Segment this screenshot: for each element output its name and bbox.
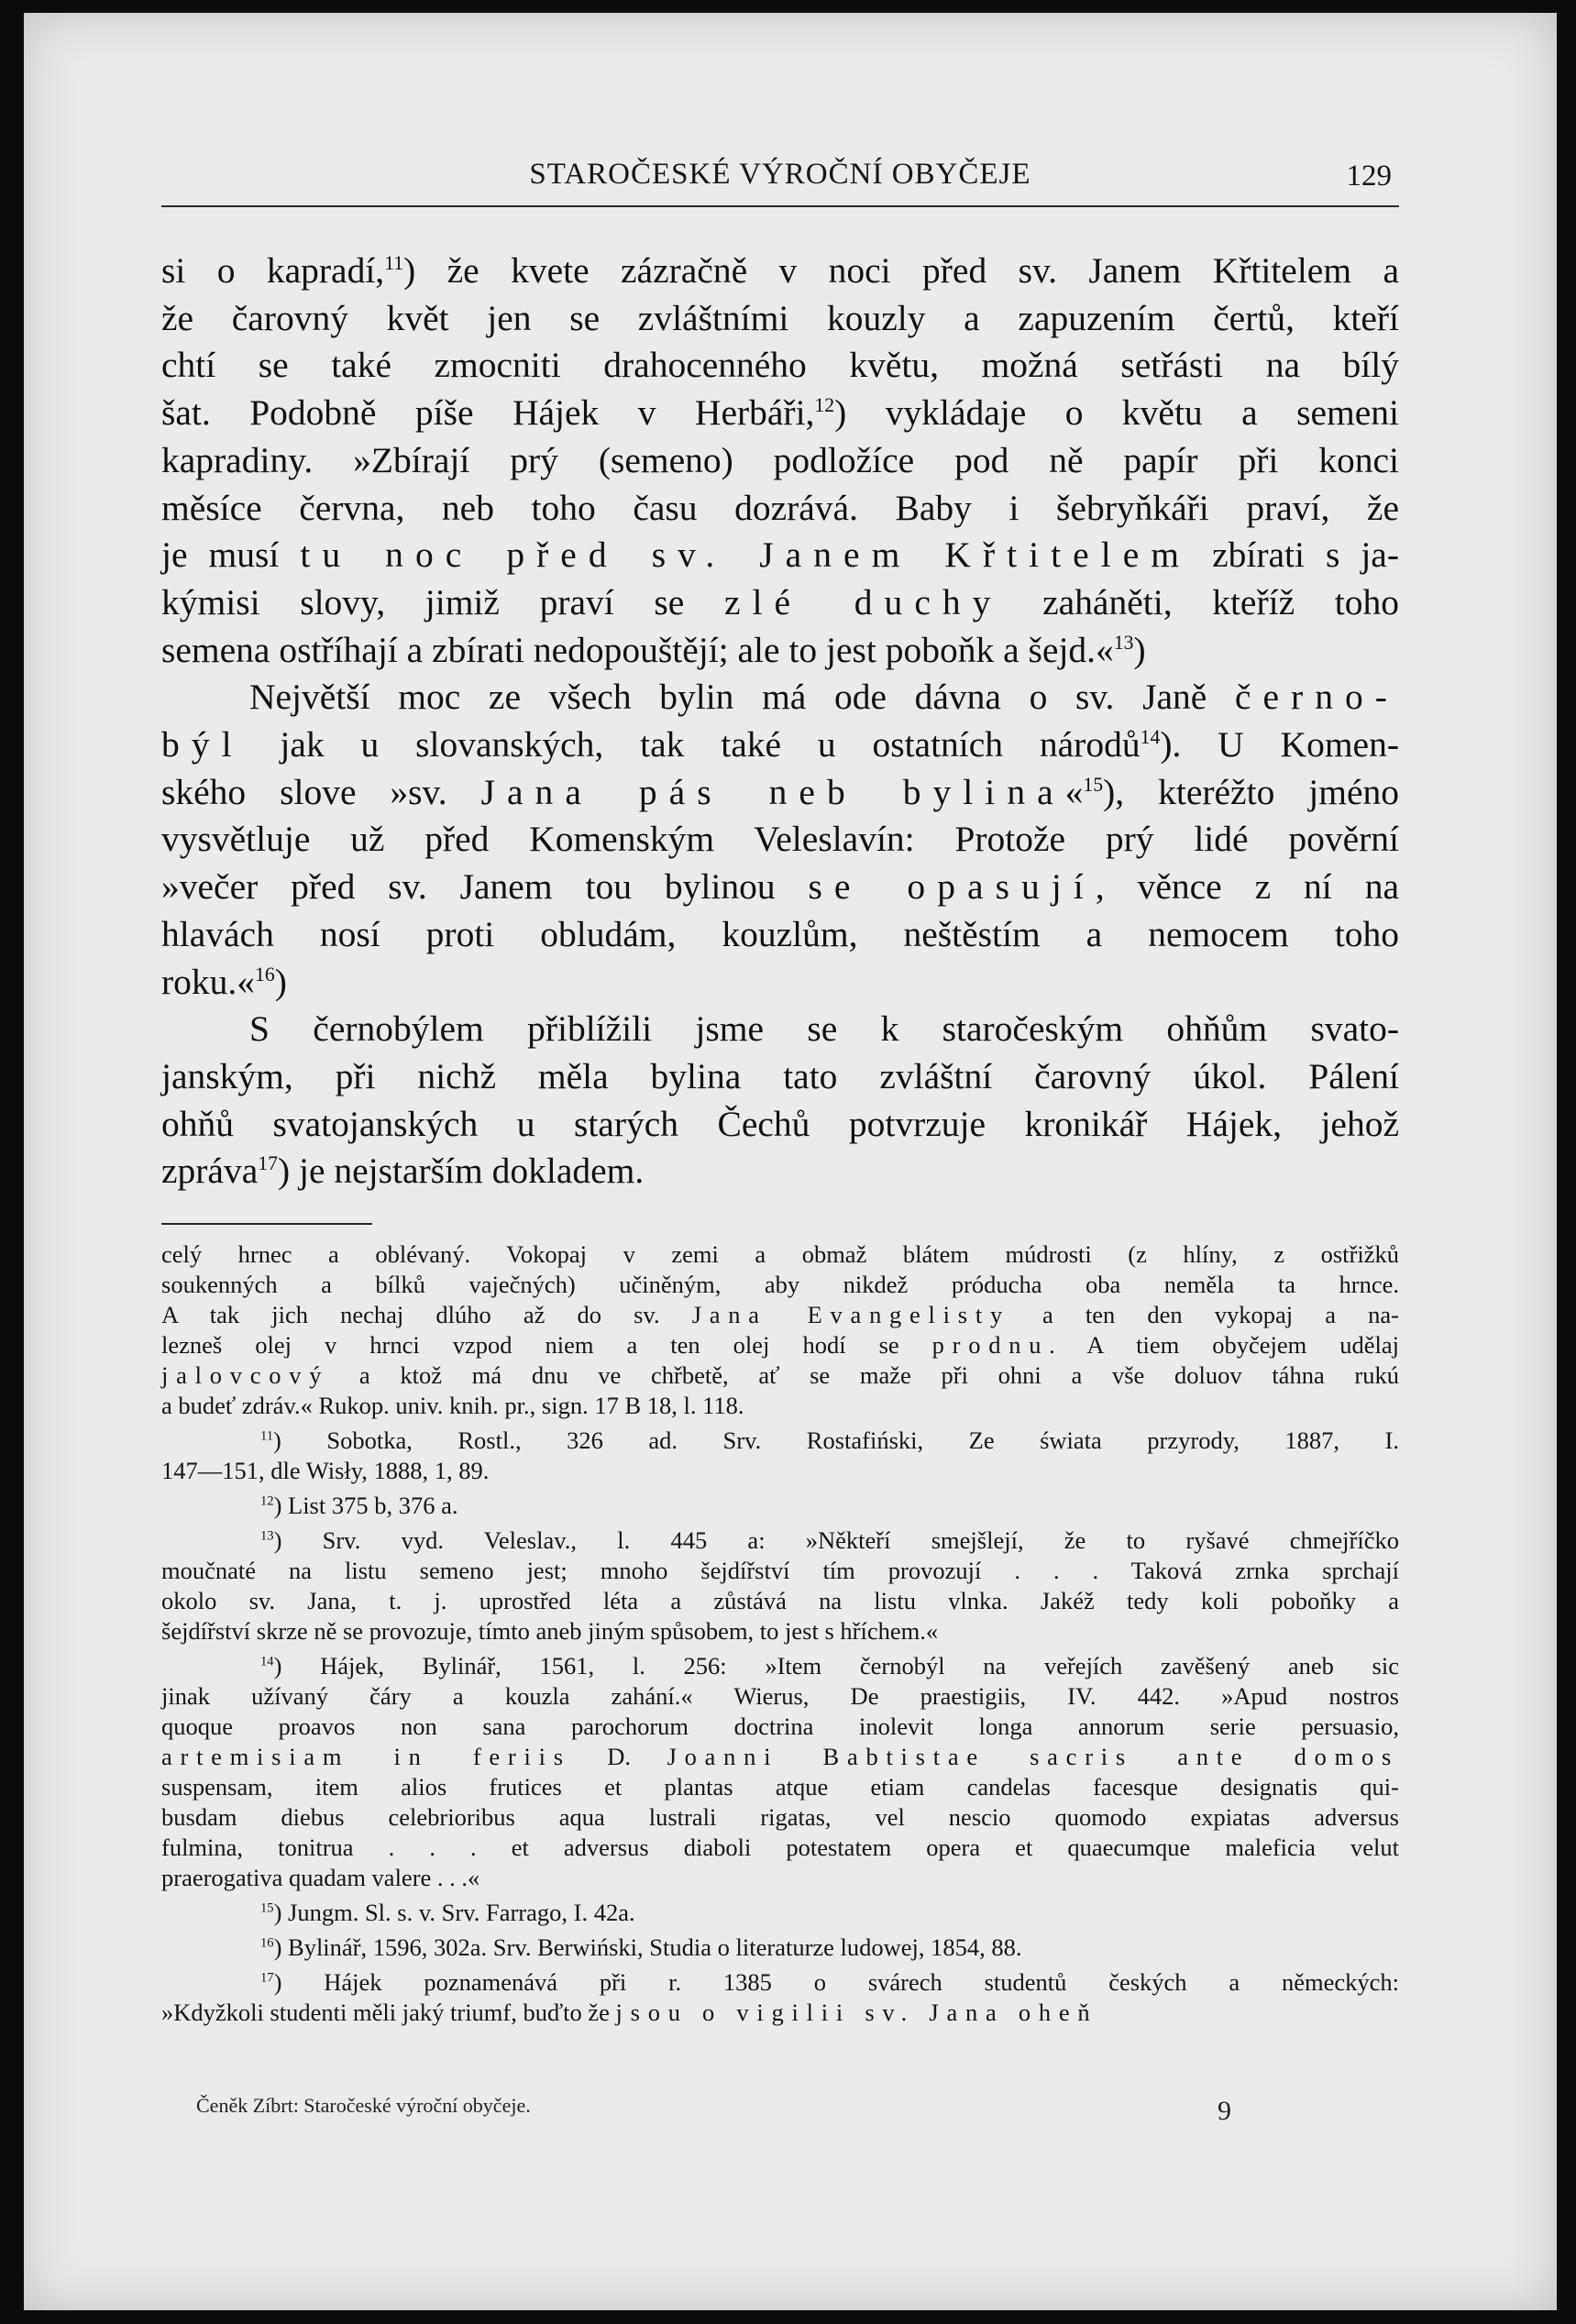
spaced-text: tu noc před sv. Janem Křtitelem: [300, 534, 1192, 576]
text-run: 147—151, dle Wisły, 1888, 1, 89.: [161, 1457, 490, 1484]
text-line: [161, 1712, 1399, 1742]
text-run: ského slove »sv.: [161, 771, 481, 812]
text-line: [161, 959, 1399, 1007]
text-run: busdam diebus celebrioribus aqua lustrali rigatas, vel nescio quomodo expiatas adversus: [161, 1803, 1399, 1831]
text-run: a budeť zdráv.« Rukop. univ. knih. pr., sign. 17 B 18, l. 118.: [161, 1392, 744, 1419]
spaced-text: Jana pás neb bylina: [480, 771, 1065, 812]
text-run: ) vykládaje o květu a semeni: [834, 392, 1399, 434]
footnote-continued: [161, 1239, 1399, 1421]
text-run: je musí: [161, 534, 301, 576]
text-line: [161, 674, 1399, 721]
text-run: S černobýlem přiblížili jsme se k staročeským ohňům svato-: [249, 1008, 1399, 1050]
text-line: [161, 579, 1399, 627]
footnote-17: [161, 1967, 1399, 2028]
text-run: D.: [570, 1743, 667, 1770]
spaced-text: býl: [161, 724, 244, 765]
text-line: [161, 1898, 1399, 1928]
text-run: vysvětluje už před Komenským Veleslavín: Protože prý lidé pověrní: [161, 819, 1399, 860]
spaced-text: černo-: [1234, 677, 1399, 718]
running-head: STAROČESKÉ VÝROČNÍ OBYČEJE: [529, 158, 1031, 191]
footnote-ref: 11: [384, 251, 404, 274]
text-line: [161, 1967, 1399, 1998]
text-line: [161, 1006, 1399, 1053]
text-line: [161, 1742, 1399, 1772]
text-run: suspensam, item alios frutices et plantas atque etiam candelas facesque designatis qui-: [161, 1773, 1399, 1801]
text-line: [161, 1456, 1399, 1486]
text-run: chtí se také zmocniti drahocenného květu, možná setřásti na bílý: [161, 345, 1399, 386]
text-line: [161, 437, 1399, 485]
text-line: [161, 864, 1399, 911]
sheet-number: 9: [1218, 2096, 1231, 2126]
text-run: «: [1064, 771, 1084, 812]
spaced-text: se opasují: [808, 866, 1096, 908]
text-run: ohňů svatojanských u starých Čechů potvrzuje kronikář Hájek, jehož: [161, 1103, 1399, 1144]
text-run: zpráva: [161, 1151, 259, 1192]
text-line: [161, 390, 1399, 437]
page-header: [161, 141, 1399, 207]
text-run: ) Srv. vyd. Veleslav., l. 445 a: »Někteří smejšlejí, že to ryšavé chmejříčko: [273, 1526, 1399, 1554]
footnote-ref: 16: [260, 1935, 274, 1951]
text-run: okolo sv. Jana, t. j. uprostřed léta a zůstává na listu vlnka. Jakéž tedy koli poboňky a: [161, 1587, 1399, 1614]
text-line: [161, 1053, 1399, 1101]
text-run: celý hrnec a oblévaný. Vokopaj v zemi a obmaž blátem múdrosti (z hlíny, z ostřižků: [161, 1240, 1399, 1268]
text-run: ): [274, 961, 287, 1002]
footnote-ref: 11: [260, 1428, 274, 1444]
text-line: [161, 295, 1399, 343]
text-line: [161, 1525, 1399, 1556]
text-run: zaháněti, kteříž toho: [1002, 581, 1399, 622]
text-run: si o kapradí,: [161, 250, 385, 291]
footnote-ref: 16: [255, 963, 275, 986]
text-line: [161, 1586, 1399, 1616]
text-line: [161, 1360, 1399, 1391]
text-line: [161, 1651, 1399, 1681]
text-line: [161, 769, 1399, 817]
text-line: [161, 1998, 1399, 2028]
text-line: [161, 1681, 1399, 1712]
text-run: moučnaté na listu semeno jest; mnoho šejdířství tím provozují . . . Taková zrnka sprchají: [161, 1557, 1399, 1584]
footnote-separator: [161, 1223, 372, 1225]
footnote-ref: 12: [814, 394, 835, 416]
text-line: [161, 1491, 1399, 1521]
spaced-text: artemisiam in feriis: [161, 1743, 571, 1770]
spaced-text: zlé duchy: [723, 581, 1003, 622]
footnote-ref: 13: [1113, 631, 1134, 654]
text-line: [161, 1330, 1399, 1360]
footnote-14: [161, 1651, 1399, 1893]
text-line: [161, 1426, 1399, 1456]
paragraph-bonfires: [161, 1006, 1399, 1195]
book-page: [24, 13, 1557, 2310]
text-run: zbírati s ja-: [1191, 534, 1399, 576]
text-run: A tak jich nechaj dlúho až do sv.: [161, 1301, 692, 1328]
spaced-text: prodnu: [931, 1331, 1050, 1359]
footnote-ref: 14: [260, 1654, 274, 1669]
text-line: [161, 721, 1399, 769]
text-run: ) Bylinář, 1596, 302a. Srv. Berwiński, Studia o literaturze ludowej, 1854, 88.: [273, 1933, 1022, 1961]
text-line: [161, 816, 1399, 864]
text-line: [161, 342, 1399, 390]
text-run: hlavách nosí proti obludám, kouzlům, neštěstím a nemocem toho: [161, 913, 1399, 954]
text-line: [161, 1391, 1399, 1421]
footnote-ref: 15: [1083, 773, 1104, 796]
spaced-text: jsou o vigilii sv. Jana oheň: [615, 1999, 1098, 2026]
text-line: [161, 1802, 1399, 1833]
text-line: [161, 1148, 1399, 1195]
paragraph-mugwort: [161, 674, 1399, 1006]
text-run: jak u slovanských, tak také u ostatních národů: [243, 724, 1141, 765]
text-line: [161, 1556, 1399, 1586]
text-run: janským, při nichž měla bylina tato zvláštní čarovný úkol. Pálení: [161, 1055, 1399, 1096]
text-line: [161, 485, 1399, 533]
text-line: [161, 1863, 1399, 1893]
text-run: »večer před sv. Janem tou bylinou: [161, 866, 809, 908]
spaced-text: Jana Evangelisty: [691, 1301, 1010, 1328]
spaced-text: Joanni Babtistae sacris ante domos: [667, 1743, 1399, 1770]
footnote-ref: 17: [260, 1970, 274, 1986]
footnote-ref: 14: [1140, 725, 1161, 748]
text-run: a ktož má dnu ve chřbetě, ať se maže při ohni a vše doluov táhna rukú: [329, 1361, 1399, 1389]
footnote-15: [161, 1898, 1399, 1928]
text-run: jinak užívaný čáry a kouzla zahání.« Wierus, De praestigiis, IV. 442. »Apud nostros: [161, 1682, 1399, 1710]
text-run: Největší moc ze všech bylin má ode dávna o sv. Janě: [249, 677, 1235, 718]
footnote-11: [161, 1426, 1399, 1486]
text-line: [161, 532, 1399, 579]
text-run: kýmisi slovy, jimiž praví se: [161, 581, 724, 622]
text-run: ). U Komen-: [1160, 724, 1399, 765]
text-line: [161, 1300, 1399, 1330]
text-run: ) Hájek, Bylinář, 1561, l. 256: »Item černobýl na veřejích zavěšený aneb sic: [273, 1652, 1399, 1680]
text-run: ) Hájek poznamenává při r. 1385 o svárech studentů českých a německých:: [273, 1968, 1399, 1996]
text-run: praerogativa quadam valere . . .«: [161, 1864, 480, 1891]
paragraph-fern: [161, 248, 1399, 674]
text-run: quoque proavos non sana parochorum doctrina inolevit longa annorum serie persuasio,: [161, 1713, 1399, 1740]
text-run: ) Sobotka, Rostl., 326 ad. Srv. Rostafiński, Ze świata przyrody, 1887, I.: [273, 1426, 1399, 1454]
text-line: [161, 911, 1399, 959]
page-number: 129: [1346, 160, 1392, 193]
footnote-ref: 12: [260, 1493, 274, 1509]
text-run: šat. Podobně píše Hájek v Herbáři,: [161, 392, 815, 434]
text-run: semena ostříhají a zbírati nedopouštějí; ale to jest poboňk a šejd.«: [161, 629, 1114, 670]
text-line: [161, 627, 1399, 675]
text-line: [161, 1833, 1399, 1863]
text-line: [161, 248, 1399, 295]
text-run: . A tiem obyčejem udělaj: [1049, 1331, 1399, 1359]
text-line: [161, 1616, 1399, 1647]
text-line: [161, 1772, 1399, 1802]
footnote-12: [161, 1491, 1399, 1521]
text-run: měsíce června, neb toho času dozrává. Baby i šebryňkáři praví, že: [161, 487, 1399, 528]
footnote-ref: 13: [260, 1528, 274, 1544]
text-run: ), kteréžto jméno: [1103, 771, 1399, 812]
footnotes: [161, 1239, 1399, 2032]
text-run: ) List 375 b, 376 a.: [273, 1492, 458, 1519]
text-line: [161, 1101, 1399, 1149]
text-run: soukenných a bílků vaječných) učiněným, aby nikdež próducha oba neměla ta hrnce.: [161, 1271, 1399, 1298]
page-footer: [161, 2094, 1399, 2131]
text-run: , věnce z ní na: [1095, 866, 1399, 908]
footnote-ref: 17: [258, 1152, 278, 1175]
text-line: [161, 1933, 1399, 1963]
text-line: [161, 1239, 1399, 1270]
text-run: ) je nejstarším dokladem.: [277, 1151, 645, 1192]
text-line: [161, 1270, 1399, 1300]
text-run: ) Jungm. Sl. s. v. Srv. Farrago, I. 42a.: [273, 1899, 635, 1926]
footnote-16: [161, 1933, 1399, 1963]
text-run: ) že kvete zázračně v noci před sv. Janem Křtitelem a: [403, 250, 1399, 291]
text-run: že čarovný květ jen se zvláštními kouzly a zapuzením čertů, kteří: [161, 297, 1399, 338]
text-run: fulmina, tonitrua . . . et adversus diaboli potestatem opera et quaecumque maleficia velut: [161, 1834, 1399, 1861]
text-run: kapradiny. »Zbírají prý (semeno) podložíce pod ně papír při konci: [161, 439, 1399, 480]
spaced-text: jalovcový: [161, 1361, 330, 1389]
text-run: ): [1133, 629, 1146, 670]
book-signature: Čeněk Zíbrt: Staročeské výroční obyčeje.: [196, 2094, 531, 2117]
footnote-ref: 15: [260, 1900, 274, 1916]
text-run: a ten den vykopaj a na-: [1009, 1301, 1399, 1328]
text-run: šejdířství skrze ně se provozuje, tímto aneb jiným spůsobem, to jest s hříchem.«: [161, 1617, 939, 1645]
text-run: roku.«: [161, 961, 256, 1002]
text-run: »Kdyžkoli studenti měli jaký triumf, buďto že: [161, 1999, 616, 2026]
main-text: [161, 248, 1399, 1195]
footnote-13: [161, 1525, 1399, 1647]
text-run: lezneš olej v hrnci vzpod niem a ten olej hodí se: [161, 1331, 932, 1359]
